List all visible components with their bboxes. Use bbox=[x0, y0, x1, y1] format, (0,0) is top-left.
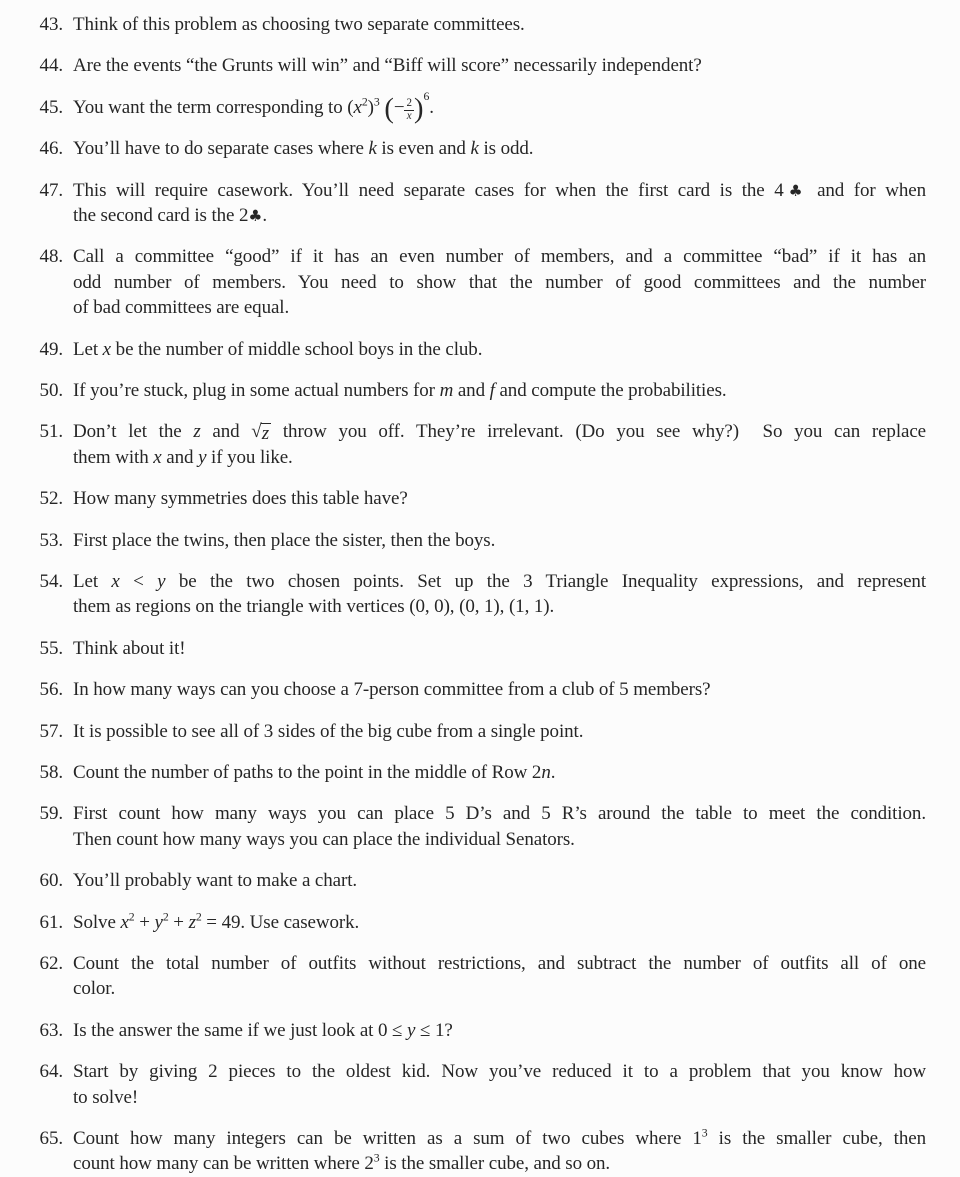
text-run: Count how many integers can be written as a sum of two cubes where 1 bbox=[73, 1127, 702, 1149]
hint-line bbox=[73, 1059, 926, 1084]
text-run: How many symmetries does this table have? bbox=[73, 488, 408, 510]
hint-line bbox=[73, 244, 926, 269]
hint-text bbox=[73, 636, 926, 661]
hint-text bbox=[73, 178, 926, 229]
text-run: Count the number of paths to the point in the middle of Row 2 bbox=[73, 761, 542, 783]
math-variable: m bbox=[439, 379, 454, 401]
hint-line bbox=[73, 203, 926, 228]
hint-number: 59. bbox=[39, 803, 63, 825]
text-run: It is possible to see all of 3 sides of the big cube from a single point. bbox=[73, 720, 584, 742]
superscript: 6 bbox=[423, 90, 430, 104]
math-variable: x bbox=[153, 446, 162, 468]
text-run: Then count how many ways you can place the individual Senators. bbox=[73, 828, 575, 850]
text-run: You’ll have to do separate cases where bbox=[73, 138, 369, 160]
hint-number: 47. bbox=[39, 179, 63, 201]
hint-number: 49. bbox=[39, 338, 63, 360]
hint-number: 57. bbox=[39, 720, 63, 742]
text-run: is the smaller cube, then bbox=[707, 1127, 926, 1149]
hint-item bbox=[35, 136, 926, 161]
hint-text bbox=[73, 337, 926, 362]
text-run: throw you off. They’re irrelevant. (Do you see why?) So you can replace bbox=[271, 421, 926, 443]
hint-text bbox=[73, 1059, 926, 1110]
hint-item bbox=[35, 951, 926, 1002]
hint-number: 50. bbox=[39, 379, 63, 401]
hint-item bbox=[35, 636, 926, 661]
math-variable: y bbox=[157, 570, 166, 592]
text-run: Let bbox=[73, 570, 112, 592]
club-suit-icon: ♣ bbox=[783, 181, 808, 200]
math-variable: f bbox=[489, 379, 495, 401]
math-variable: y bbox=[198, 446, 207, 468]
text-run: < bbox=[119, 570, 158, 592]
text-run: is even and bbox=[376, 138, 471, 160]
math-variable: n bbox=[541, 761, 551, 783]
text-run: . bbox=[550, 761, 556, 783]
hint-text bbox=[73, 419, 926, 470]
hint-line bbox=[73, 295, 926, 320]
sqrt-radical bbox=[251, 421, 271, 442]
hint-number: 48. bbox=[39, 246, 63, 268]
hint-item bbox=[35, 760, 926, 785]
hint-text bbox=[73, 528, 926, 553]
text-run: = 49. Use casework. bbox=[201, 911, 360, 933]
radical-sign: √ bbox=[251, 421, 262, 443]
hint-line bbox=[73, 136, 926, 161]
hint-item bbox=[35, 378, 926, 403]
text-run: is the smaller cube, and so on. bbox=[379, 1153, 611, 1175]
hint-line bbox=[73, 719, 926, 744]
text-run: In how many ways can you choose a 7-person committee from a club of 5 members? bbox=[73, 679, 711, 701]
text-run: and bbox=[200, 421, 252, 443]
hint-number: 65. bbox=[39, 1127, 63, 1149]
hint-line bbox=[73, 1018, 926, 1043]
hint-number: 61. bbox=[39, 911, 63, 933]
hint-item bbox=[35, 910, 926, 935]
text-run: . bbox=[429, 96, 434, 118]
hint-line bbox=[73, 90, 926, 125]
hint-text bbox=[73, 378, 926, 403]
text-run: Is the answer the same if we just look at 0 ≤ bbox=[73, 1019, 408, 1041]
superscript: 3 bbox=[373, 95, 380, 109]
hint-text bbox=[73, 760, 926, 785]
text-run: count how many can be written where 2 bbox=[73, 1153, 374, 1175]
text-run: + bbox=[134, 911, 155, 933]
hint-item bbox=[35, 801, 926, 852]
hint-line bbox=[73, 1085, 926, 1110]
hint-number: 56. bbox=[39, 679, 63, 701]
hint-line bbox=[73, 976, 926, 1001]
hint-line bbox=[73, 677, 926, 702]
hint-line bbox=[73, 445, 926, 470]
hint-line bbox=[73, 419, 926, 444]
hint-text bbox=[73, 486, 926, 511]
hint-text bbox=[73, 136, 926, 161]
text-run: them as regions on the triangle with vertices (0, 0), (0, 1), (1, 1). bbox=[73, 596, 555, 618]
superscript: 3 bbox=[701, 1126, 708, 1140]
math-variable: z bbox=[193, 421, 201, 443]
math-variable: x bbox=[111, 570, 120, 592]
big-paren: ( bbox=[384, 93, 394, 125]
hint-line bbox=[73, 1126, 926, 1151]
text-run: to solve! bbox=[73, 1086, 139, 1108]
hint-line bbox=[73, 12, 926, 37]
text-run: be the two chosen points. Set up the 3 Triangle Inequality expressions, and represent bbox=[165, 570, 926, 592]
hint-line bbox=[73, 337, 926, 362]
text-run: color. bbox=[73, 978, 116, 1000]
hint-item bbox=[35, 178, 926, 229]
hint-item bbox=[35, 337, 926, 362]
hint-line bbox=[73, 951, 926, 976]
hint-text bbox=[73, 910, 926, 935]
hint-text bbox=[73, 719, 926, 744]
hint-line bbox=[73, 910, 926, 935]
math-variable: k bbox=[470, 138, 479, 160]
math-variable: y bbox=[407, 1019, 416, 1041]
hint-number: 51. bbox=[39, 421, 63, 443]
hint-number: 62. bbox=[39, 952, 63, 974]
superscript: 2 bbox=[195, 910, 202, 924]
text-run: is odd. bbox=[478, 138, 534, 160]
hint-text bbox=[73, 1126, 926, 1177]
text-run: ≤ 1? bbox=[415, 1019, 453, 1041]
hint-text bbox=[73, 90, 926, 125]
hint-item bbox=[35, 53, 926, 78]
hint-item bbox=[35, 1126, 926, 1177]
hint-number: 53. bbox=[39, 529, 63, 551]
hint-number: 64. bbox=[39, 1061, 63, 1083]
math-variable: x bbox=[102, 338, 112, 360]
hint-item bbox=[35, 1018, 926, 1043]
text-run: and for when bbox=[807, 179, 926, 201]
hints-list bbox=[35, 12, 926, 1177]
text-run: odd number of members. You need to show that the number of good committees and the number bbox=[73, 271, 926, 293]
superscript: 3 bbox=[373, 1152, 380, 1166]
text-run: You’ll probably want to make a chart. bbox=[73, 870, 358, 892]
radicand: z bbox=[261, 422, 270, 444]
hint-item bbox=[35, 244, 926, 320]
hint-number: 44. bbox=[39, 55, 63, 77]
hint-line bbox=[73, 760, 926, 785]
hint-item bbox=[35, 528, 926, 553]
text-run: Call a committee “good” if it has an even number of members, and a committee “bad” if it has an bbox=[73, 246, 926, 268]
hint-line bbox=[73, 528, 926, 553]
hint-line bbox=[73, 636, 926, 661]
hint-item bbox=[35, 868, 926, 893]
hint-text bbox=[73, 12, 926, 37]
text-run: − bbox=[393, 96, 405, 118]
hint-text bbox=[73, 569, 926, 620]
text-run: and compute the probabilities. bbox=[494, 379, 727, 401]
text-run: of bad committees are equal. bbox=[73, 297, 290, 319]
hint-number: 55. bbox=[39, 637, 63, 659]
hint-text bbox=[73, 677, 926, 702]
hint-line bbox=[73, 801, 926, 826]
hint-item bbox=[35, 677, 926, 702]
hint-line bbox=[73, 378, 926, 403]
hint-number: 46. bbox=[39, 138, 63, 160]
math-variable: z bbox=[188, 911, 196, 933]
hint-text bbox=[73, 801, 926, 852]
hint-line bbox=[73, 1151, 926, 1176]
text-run: Think of this problem as choosing two separate committees. bbox=[73, 14, 525, 35]
text-run: and bbox=[161, 446, 199, 468]
text-run: If you’re stuck, plug in some actual numbers for bbox=[73, 379, 440, 401]
hint-line bbox=[73, 827, 926, 852]
text-run: Don’t let the bbox=[73, 421, 194, 443]
hint-number: 54. bbox=[39, 570, 63, 592]
text-run: Are the events “the Grunts will win” and “Biff will score” necessarily independent? bbox=[73, 55, 702, 77]
hint-number: 63. bbox=[39, 1019, 63, 1041]
hint-item bbox=[35, 12, 926, 37]
superscript: 2 bbox=[162, 910, 169, 924]
hint-item bbox=[35, 569, 926, 620]
text-run: First count how many ways you can place 5 D’s and 5 R’s around the table to meet the condition. bbox=[73, 803, 926, 825]
text-run: the second card is the 2 bbox=[73, 205, 249, 227]
hint-number: 45. bbox=[39, 96, 63, 118]
hint-line bbox=[73, 594, 926, 619]
fraction-numerator: 2 bbox=[406, 96, 412, 109]
hint-text bbox=[73, 1018, 926, 1043]
text-run: . bbox=[262, 205, 268, 227]
text-run: Count the total number of outfits without restrictions, and subtract the number of outfits all of one bbox=[73, 952, 926, 974]
hint-item bbox=[35, 486, 926, 511]
hint-line bbox=[73, 270, 926, 295]
hint-item bbox=[35, 90, 926, 125]
hint-item bbox=[35, 419, 926, 470]
text-run: them with bbox=[73, 446, 154, 468]
superscript: 2 bbox=[128, 910, 135, 924]
text-run: Think about it! bbox=[73, 637, 186, 659]
fraction bbox=[404, 98, 414, 122]
hint-line bbox=[73, 53, 926, 78]
fraction-denominator: x bbox=[404, 110, 414, 123]
hint-item bbox=[35, 1059, 926, 1110]
hint-line bbox=[73, 868, 926, 893]
hint-item bbox=[35, 719, 926, 744]
math-variable: y bbox=[154, 911, 163, 933]
superscript: 2 bbox=[361, 95, 368, 109]
math-variable: k bbox=[368, 138, 377, 160]
hint-number: 52. bbox=[39, 488, 63, 510]
text-run: You want the term corresponding to ( bbox=[73, 96, 354, 118]
math-variable: x bbox=[353, 96, 362, 118]
text-run: Solve bbox=[73, 911, 121, 933]
text-run: be the number of middle school boys in the club. bbox=[111, 338, 483, 360]
hint-number: 60. bbox=[39, 870, 63, 892]
text-run: and bbox=[453, 379, 490, 401]
hint-number: 58. bbox=[39, 761, 63, 783]
text-run: Let bbox=[73, 338, 103, 360]
big-paren: ) bbox=[413, 93, 424, 125]
hint-text bbox=[73, 53, 926, 78]
text-run: + bbox=[168, 911, 189, 933]
hint-text bbox=[73, 868, 926, 893]
hint-text bbox=[73, 244, 926, 320]
text-run: if you like. bbox=[206, 446, 293, 468]
hint-line bbox=[73, 178, 926, 203]
hint-text bbox=[73, 951, 926, 1002]
text-run: ) bbox=[367, 96, 374, 118]
club-suit-icon: ♣ bbox=[248, 207, 263, 226]
hint-line bbox=[73, 486, 926, 511]
text-run: First place the twins, then place the sister, then the boys. bbox=[73, 529, 496, 551]
text-run: Start by giving 2 pieces to the oldest kid. Now you’ve reduced it to a problem that you know how bbox=[73, 1061, 926, 1083]
hint-number: 43. bbox=[39, 14, 63, 35]
math-variable: x bbox=[120, 911, 129, 933]
text-run: This will require casework. You’ll need separate cases for when the first card is the 4 bbox=[73, 179, 784, 201]
hint-line bbox=[73, 569, 926, 594]
